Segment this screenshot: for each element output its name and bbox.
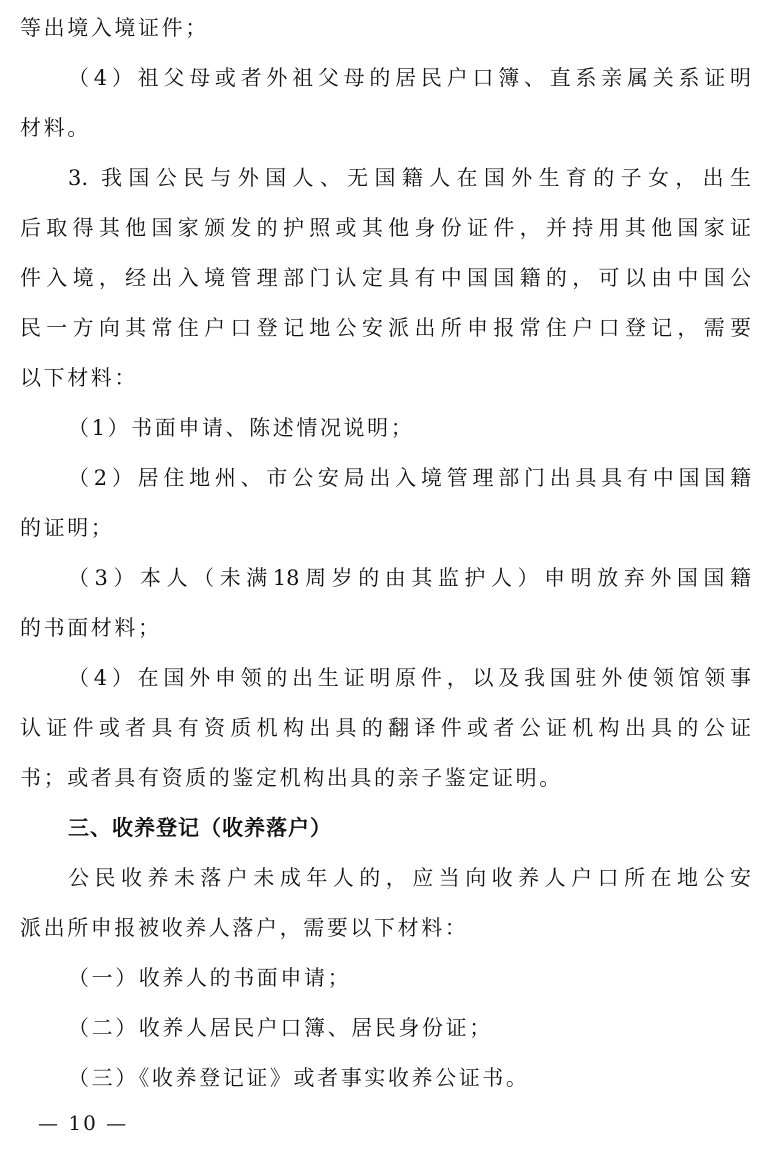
text-line: 等出境入境证件； bbox=[20, 16, 209, 40]
text-line: （2）居住地州、市公安局出入境管理部门出具具有中国国籍 bbox=[68, 466, 751, 490]
text-line: （4）祖父母或者外祖父母的居民户口簿、直系亲属关系证明 bbox=[68, 66, 751, 90]
text-line: （三）《收养登记证》或者事实收养公证书。 bbox=[68, 1066, 530, 1090]
section-heading: 三、收养登记（收养落户） bbox=[68, 816, 332, 840]
page-number: — 10 — bbox=[38, 1111, 129, 1135]
text-line: 民一方向其常住户口登记地公安派出所申报常住户口登记，需要 bbox=[20, 316, 751, 340]
text-line: 派出所申报被收养人落户，需要以下材料： bbox=[20, 916, 469, 940]
text-line: （4）在国外申领的出生证明原件，以及我国驻外使领馆领事 bbox=[68, 666, 751, 690]
text-line: 后取得其他国家颁发的护照或其他身份证件，并持用其他国家证 bbox=[20, 216, 751, 240]
text-line: 的证明； bbox=[20, 516, 115, 540]
text-line: （1）书面申请、陈述情况说明； bbox=[68, 416, 415, 440]
text-line: 书；或者具有资质的鉴定机构出具的亲子鉴定证明。 bbox=[20, 766, 563, 790]
text-line: 公民收养未落户未成年人的，应当向收养人户口所在地公安 bbox=[68, 866, 751, 890]
text-line: （3）本人（未满18周岁的由其监护人）申明放弃外国国籍 bbox=[68, 566, 751, 590]
text-line: 材料。 bbox=[20, 116, 91, 140]
text-line: 以下材料： bbox=[20, 366, 138, 390]
text-line: 3. 我国公民与外国人、无国籍人在国外生育的子女，出生 bbox=[68, 166, 751, 190]
text-line: 认证件或者具有资质机构出具的翻译件或者公证机构出具的公证 bbox=[20, 716, 751, 740]
text-line: （二）收养人居民户口簿、居民身份证； bbox=[68, 1016, 493, 1040]
text-line: （一）收养人的书面申请； bbox=[68, 966, 352, 990]
text-line: 的书面材料； bbox=[20, 616, 162, 640]
text-line: 件入境，经出入境管理部门认定具有中国国籍的，可以由中国公 bbox=[20, 266, 751, 290]
